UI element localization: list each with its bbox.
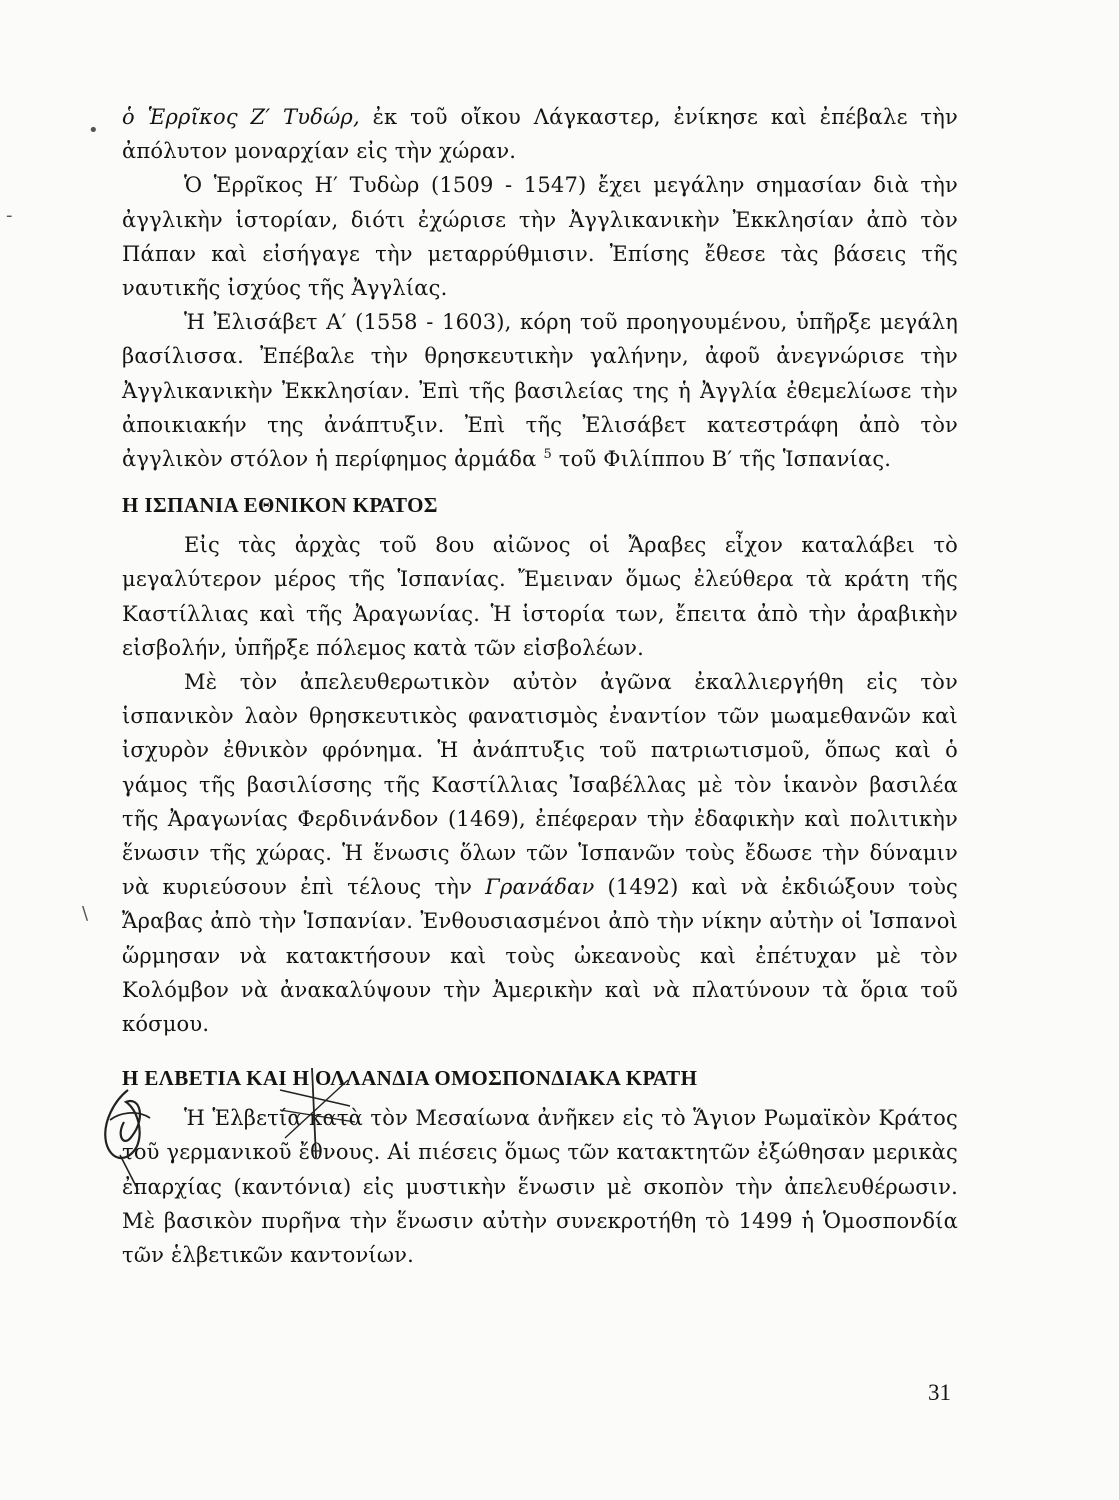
paragraph-henry-viii: Ὁ Ἑρρῖκος Η′ Τυδὼρ (1509 - 1547) ἔχει μεγάλην σημασίαν διὰ τὴν ἀγγλικὴν ἱστορίαν, διότι ἐχώρισε τὴν Ἀγγλικανικὴν Ἐκκλησίαν ἀπὸ τὸν Πάπαν καὶ εἰσήγαγε τὴν μεταρρύθμισιν. Ἐπίσης ἔθεσε τὰς βάσεις τῆς ναυτικῆς ἰσχύος τῆς Ἀγγλίας. <box>122 173 958 301</box>
section-heading-switzerland: Η ΕΛΒΕΤΙΑ ΚΑΙ Η ΟΛΛΑΝΔΙΑ ΟΜΟΣΠΟΝΔΙΑΚΑ ΚΡΑΤΗ <box>122 1066 698 1091</box>
paragraph-text: Μὲ τὸν ἀπελευθερωτικὸν αὐτὸν ἀγῶνα ἐκαλλιεργήθη εἰς τὸν ἱσπανικὸν λαὸν θρησκευτικὸς φανατισμὸς ἐναντίον τῶν μωαμεθανῶν καὶ ἰσχυρὸν ἐθνικὸν φρόνημα. Ἡ ἀνάπτυξις τοῦ πατριωτισμοῦ, ὅπως καὶ ὁ γάμος τῆς βασιλίσσης τῆς Καστίλλιας Ἰσαβέλλας μὲ τὸν ἱκανὸν βασιλέα τῆς Ἀραγωνίας Φερδινάνδον (1469), ἐπέφεραν τὴν ἐδαφικὴν καὶ πολιτικὴν ἕνωσιν τῆς χώρας. Ἡ ἕνωσις ὅλων τῶν Ἱσπανῶν τοὺς ἔδωσε τὴν δύναμιν νὰ κυριεύσουν ἐπὶ τέλους τὴν <box>122 670 958 900</box>
paragraph-henry-vii <box>122 100 958 168</box>
paragraph-text: Ἡ Ἐλισάβετ Α′ (1558 - 1603), κόρη τοῦ προηγουμένου, ὑπῆρξε μεγάλη βασίλισσα. Ἐπέβαλε τὴν θρησκευτικὴν γαλήνην, ἀφοῦ ἀνεγνώρισε τὴν Ἀγγλικανικὴν Ἐκκλησίαν. Ἐπὶ τῆς βασιλείας της ἡ Ἀγγλία ἐθεμελίωσε τὴν ἀποικιακήν της ἀνάπτυξιν. Ἐπὶ τῆς Ἐλισάβετ κατεστράφη ἀπὸ τὸν ἀγγλικὸν στόλον ἡ περίφημος ἀρμάδα <box>122 310 958 472</box>
paragraph-spanish-unification <box>122 665 958 1041</box>
italic-lead: ὁ Ἑρρῖκος Ζ′ Τυδώρ, <box>122 105 360 129</box>
paragraph-text: τοῦ Φιλίππου Β′ τῆς Ἱσπανίας. <box>551 447 892 472</box>
paragraph-switzerland: Ἡ Ἑλβετία κατὰ τὸν Μεσαίωνα ἀνῆκεν εἰς τὸ Ἅγιον Ρωμαϊκὸν Κράτος τοῦ γερμανικοῦ ἔθνους. Αἱ πιέσεις ὅμως τῶν κατακτητῶν ἐξώθησαν μερικὰς ἐπαρχίας (καντόνια) εἰς μυστικὴν ἕνωσιν μὲ σκοπὸν τὴν ἀπελευθέρωσιν. Μὲ βασικὸν πυρῆνα τὴν ἕνωσιν αὐτὴν συνεκροτήθη τὸ 1499 ἡ Ὁμοσπονδία τῶν ἑλβετικῶν καντονίων. <box>122 1106 958 1268</box>
margin-dash-mark: - <box>6 205 13 226</box>
section-heading-spain: Η ΙΣΠΑΝΙΑ ΕΘΝΙΚΟΝ ΚΡΑΤΟΣ <box>122 493 438 518</box>
paragraph-elizabeth <box>122 305 958 476</box>
paragraph-arab-invasion: Εἰς τὰς ἀρχὰς τοῦ 8ου αἰῶνος οἱ Ἄραβες εἶχον καταλάβει τὸ μεγαλύτερον μέρος τῆς Ἱσπανίας. Ἔμειναν ὅμως ἐλεύθερα τὰ κράτη τῆς Καστίλλιας καὶ τῆς Ἀραγωνίας. Ἡ ἱστορία των, ἔπειτα ἀπὸ τὴν ἀραβικὴν εἰσβολήν, ὑπῆρξε πόλεμος κατὰ τῶν εἰσβολέων. <box>122 533 958 660</box>
paragraph-text: ἐκ τοῦ οἴκου Λάγκαστερ, ἐνίκησε καὶ ἐπέβαλε τὴν ἀπόλυτον μοναρχίαν εἰς τὴν χώραν. <box>122 105 958 164</box>
paragraph-text: (1492) καὶ νὰ ἐκδιώξουν τοὺς Ἄραβας ἀπὸ τὴν Ἱσπανίαν. Ἐνθουσιασμένοι ἀπὸ τὴν νίκην αὐτὴν οἱ Ἱσπανοὶ ὥρμησαν νὰ κατακτήσουν καὶ τοὺς ὠκεανοὺς καὶ ἐπέτυχαν μὲ τὸν Κολόμβον νὰ ἀνακαλύψουν τὴν Ἀμερικὴν καὶ νὰ πλατύνουν τὰ ὅρια τοῦ κόσμου. <box>122 875 959 1037</box>
italic-place-name: Γρανάδαν <box>485 875 595 900</box>
margin-tick-mark: \ <box>82 903 89 924</box>
page-number: 31 <box>928 1380 951 1405</box>
page-text <box>122 100 958 1272</box>
footnote-reference[interactable]: 5 <box>543 447 552 463</box>
margin-dot-mark: • <box>88 120 99 141</box>
